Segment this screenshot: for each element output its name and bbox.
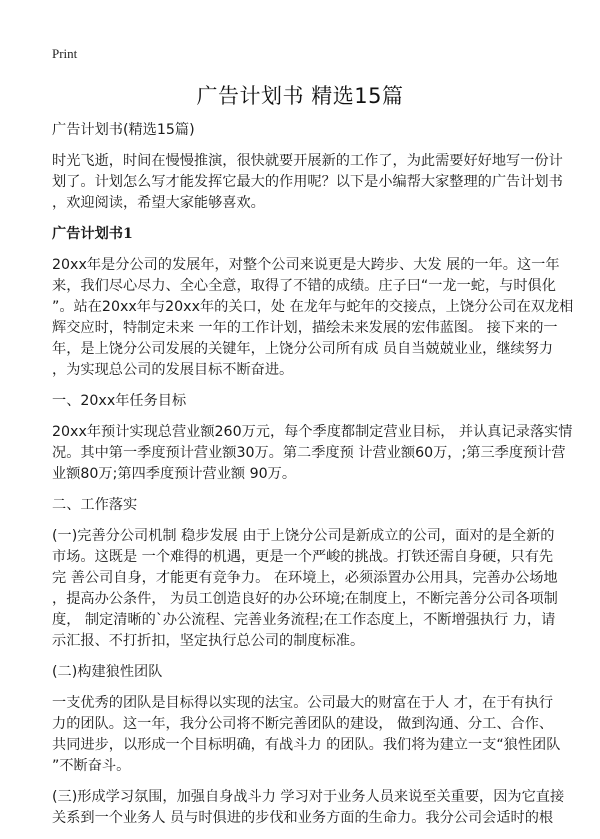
text-line: 度， 制定清晰的`办公流程、完善业务流程;在工作态度上，不断增强执行 力，请: [52, 612, 556, 628]
work-heading: 二、工作落实: [52, 497, 138, 513]
text-line: ，提高办公条件， 为员工创造良好的办公环境;在制度上，不断完善分公司各项制: [52, 591, 558, 607]
text-line: (三)形成学习氛围，加强自身战斗力 学习对于业务人员来说至关重要，因为它直接: [52, 789, 565, 805]
text-line: 示汇报、不打折扣，坚定执行总公司的制度标准。: [52, 633, 365, 649]
goal-heading: 一、20xx年任务目标: [52, 393, 187, 409]
document-body: [52, 120, 574, 839]
text-line: ，为实现总公司的发展目标不断奋进。: [52, 362, 294, 378]
work-paragraph: [52, 526, 558, 652]
print-label: Print: [52, 46, 78, 61]
text-line: 完 善公司自身，才能更有竞争力。 在环境上，必须添置办公用具，完善办公场地: [52, 570, 558, 586]
text-line: 划了。计划怎么写才能发挥它最大的作用呢？以下是小编帮大家整理的广告计划书: [52, 174, 563, 190]
team-heading: (二)构建狼性团队: [52, 664, 163, 680]
text-line: 况。其中第一季度预计营业额30万。第二季度预 计营业额60万，;第三季度预计营: [52, 445, 566, 461]
text-line: ”。站在20xx年与20xx年的关口，处 在龙年与蛇年的交接点，上饶分公司在双龙相: [52, 299, 574, 315]
text-line: 20xx年是分公司的发展年，对整个公司来说更是大跨步、大发 展的一年。这一年: [52, 257, 560, 273]
text-line: 20xx年预计实现总营业额260万元，每个季度都制定营业目标， 并认真记录落实情: [52, 424, 573, 440]
text-line: 年，是上饶分公司发展的关键年，上饶分公司所有成 员自当兢兢业业，继续努力: [52, 341, 554, 357]
text-line: 时光飞逝，时间在慢慢推演，很快就要开展新的工作了，为此需要好好地写一份计: [52, 153, 563, 169]
text-line: (一)完善分公司机制 稳步发展 由于上饶分公司是新成立的公司，面对的是全新的: [52, 528, 555, 544]
intro-paragraph: [52, 151, 563, 214]
study-paragraph: [52, 787, 565, 829]
text-line: 来，我们尽心尽力、全心全意，取得了不错的成绩。庄子曰“一龙一蛇，与时俱化: [52, 278, 556, 294]
document-subtitle: 广告计划书(精选15篇): [52, 122, 195, 138]
section-heading: 广告计划书1: [52, 226, 133, 242]
document-title: 广告计划书 精选15篇: [196, 84, 404, 108]
text-line: ，欢迎阅读，希望大家能够喜欢。: [52, 195, 265, 211]
text-line: 力的团队。这一年，我分公司将不断完善团队的建设， 做到沟通、分工、合作、: [52, 716, 554, 732]
text-line: 一支优秀的团队是目标得以实现的法宝。公司最大的财富在于人 才，在于有执行: [52, 695, 554, 711]
text-line: 辉交应时，特制定未来 一年的工作计划，描绘未来发展的宏伟蓝图。 接下来的一: [52, 320, 558, 336]
text-line: 共同进步，以形成一个目标明确，有战斗力 的团队。我们将为建立一支“狼性团队: [52, 737, 561, 753]
section1-paragraph: [52, 255, 574, 381]
text-line: 关系到一个业务人 员与时俱进的步伐和业务方面的生命力。我分公司会适时的根: [52, 810, 554, 826]
team-paragraph: [52, 693, 561, 777]
goal-paragraph: [52, 422, 573, 485]
text-line: ”不断奋斗。: [52, 758, 131, 774]
text-line: 业额80万;第四季度预计营业额 90万。: [52, 466, 297, 482]
text-line: 市场。这既是 一个难得的机遇，更是一个严峻的挑战。打铁还需自身硬，只有先: [52, 549, 554, 565]
